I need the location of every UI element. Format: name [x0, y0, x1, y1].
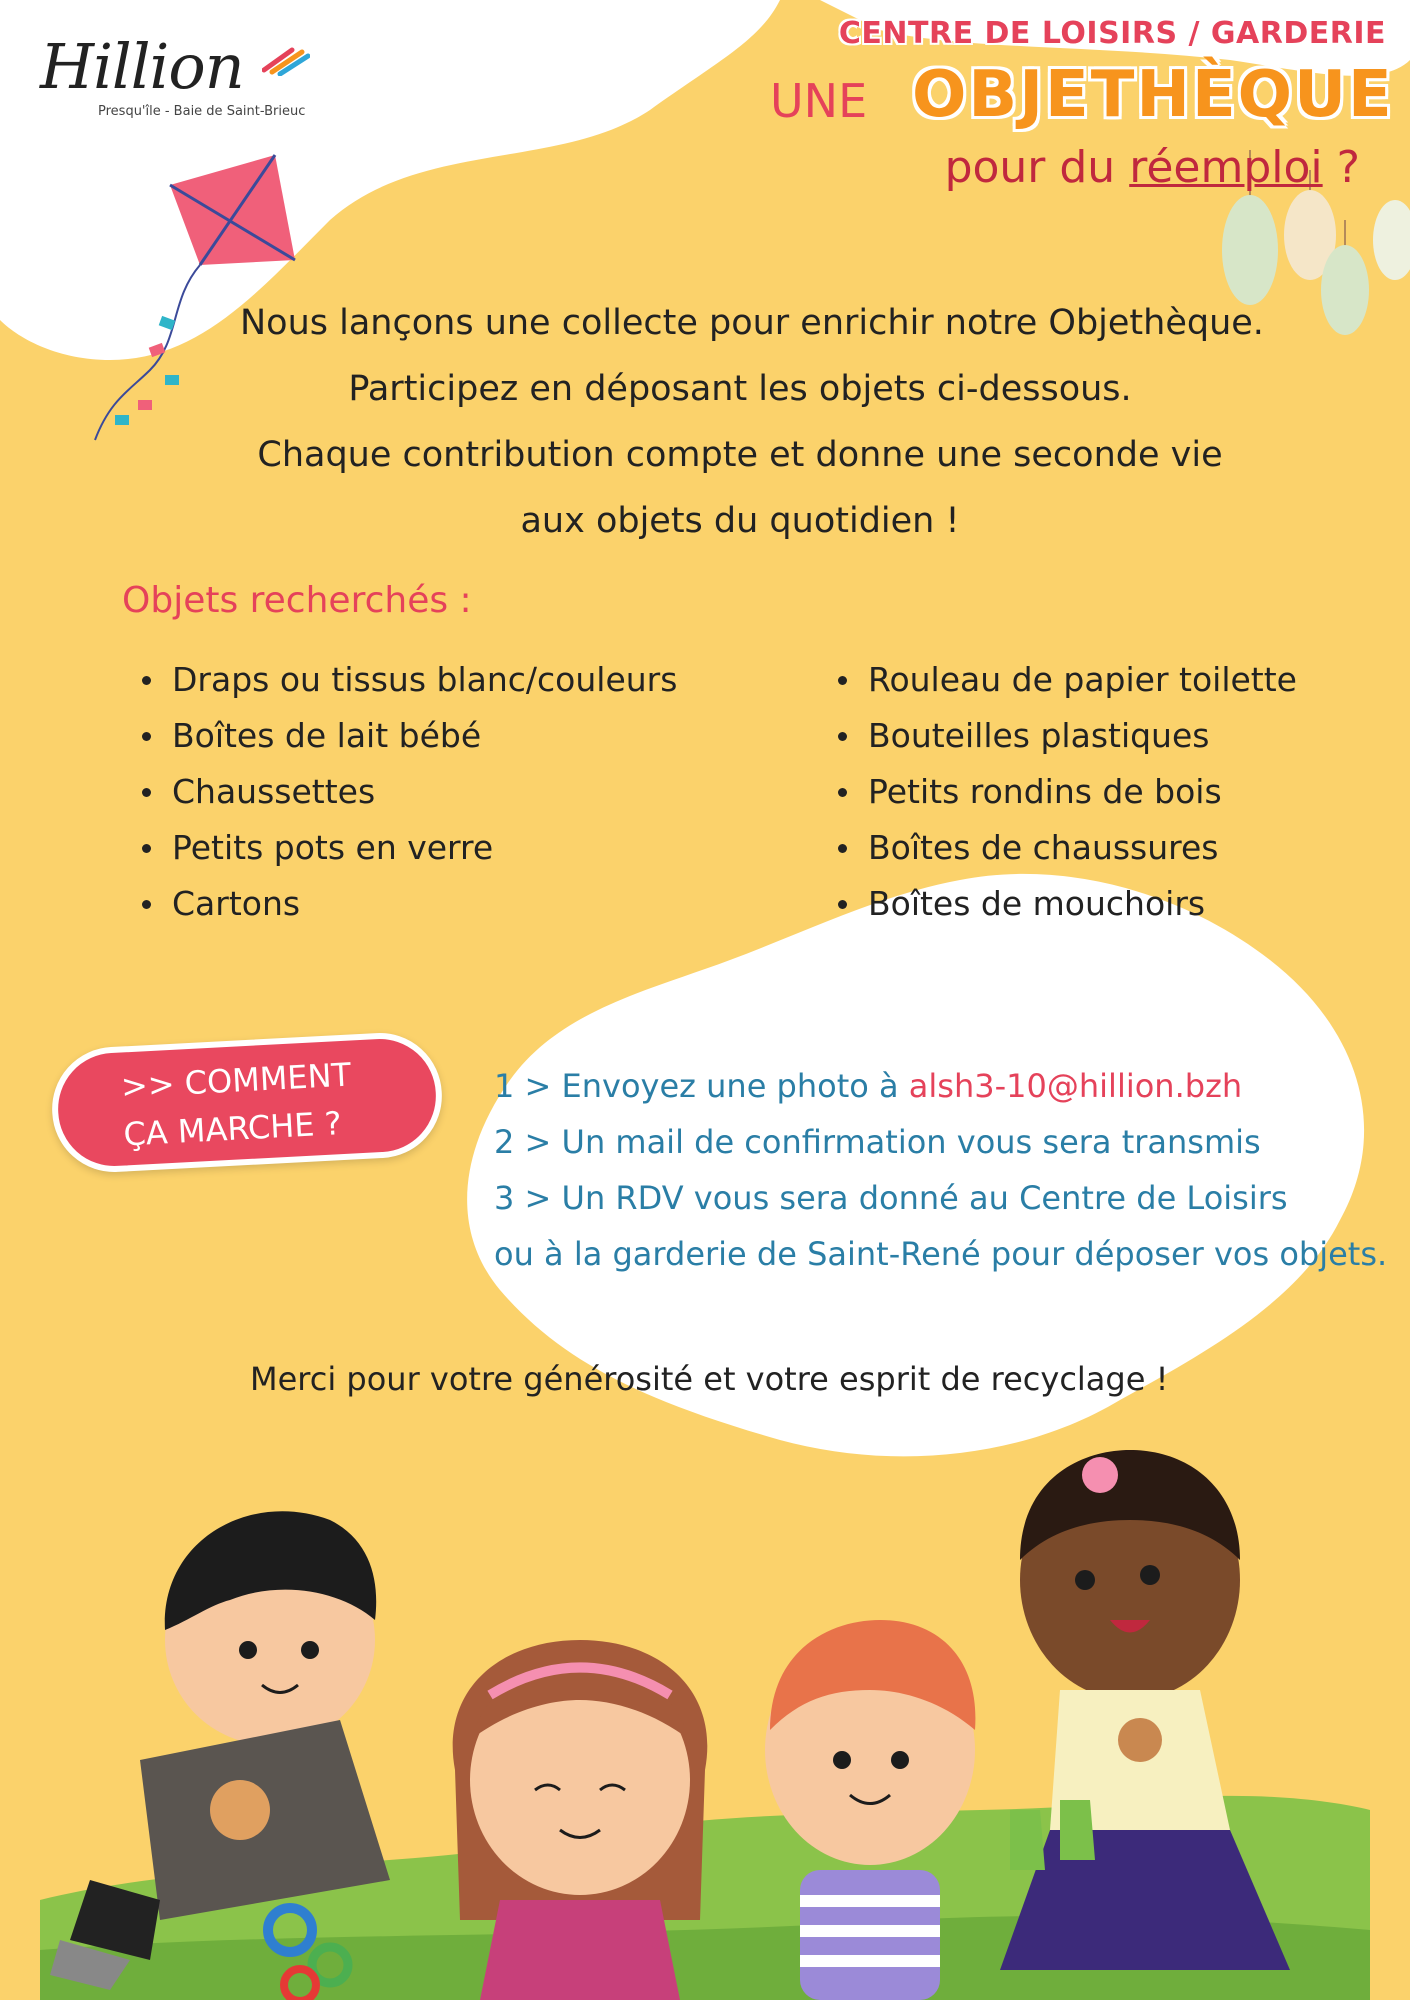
list-item-label: Petits pots en verre	[172, 828, 494, 867]
list-item	[134, 876, 677, 932]
list-item-label: Cartons	[172, 884, 301, 923]
list-item-label: Bouteilles plastiques	[868, 716, 1210, 755]
list-item	[830, 708, 1297, 764]
objects-list-left	[134, 652, 677, 932]
how-it-works-badge	[49, 1030, 445, 1175]
bullet-icon	[838, 676, 847, 685]
step-3-continued: ou à la garderie de Saint-René pour déposer vos objets.	[494, 1235, 1388, 1273]
list-item	[830, 652, 1297, 708]
list-item-label: Chaussettes	[172, 772, 376, 811]
bullet-icon	[142, 900, 151, 909]
header-title: OBJETHÈQUE	[912, 58, 1394, 132]
objects-title: Objets recherchés :	[122, 580, 472, 621]
steps-list	[494, 1058, 1387, 1282]
list-item	[134, 764, 677, 820]
child-girl-middle-illustration	[453, 1640, 708, 2000]
list-item	[830, 876, 1297, 932]
step-3: 3 > Un RDV vous sera donné au Centre de Loisirs	[494, 1179, 1288, 1217]
list-item-label: Draps ou tissus blanc/couleurs	[172, 660, 678, 699]
bullet-icon	[838, 844, 847, 853]
list-item-label: Boîtes de chaussures	[868, 828, 1219, 867]
bullet-icon	[142, 844, 151, 853]
header-subtitle	[945, 142, 1360, 193]
list-item	[830, 820, 1297, 876]
child-girl-right-illustration	[1000, 1450, 1290, 1970]
intro-text	[240, 290, 1264, 554]
logo-wordmark: Hillion	[40, 30, 244, 103]
bullet-icon	[142, 732, 151, 741]
subtitle-after: ?	[1336, 142, 1360, 193]
intro-line: Participez en déposant les objets ci-dessous.	[348, 369, 1132, 409]
objects-list-right	[830, 652, 1297, 932]
list-item-label: Petits rondins de bois	[868, 772, 1222, 811]
intro-line: aux objets du quotidien !	[520, 501, 960, 541]
list-item	[830, 764, 1297, 820]
header-kicker: CENTRE DE LOISIRS / GARDERIE	[838, 16, 1386, 51]
bullet-icon	[142, 788, 151, 797]
thanks-message: Merci pour votre générosité et votre esprit de recyclage !	[250, 1360, 1169, 1398]
subtitle-before: pour du	[944, 142, 1116, 193]
bullet-icon	[142, 676, 151, 685]
logo-tagline: Presqu'île - Baie de Saint-Brieuc	[98, 104, 306, 119]
how-it-works-line2: ÇA MARCHE ?	[122, 1104, 343, 1154]
list-item	[134, 820, 677, 876]
step-1-text: 1 > Envoyez une photo à	[494, 1067, 899, 1105]
bullet-icon	[838, 900, 847, 909]
logo-brush-icon	[262, 44, 310, 76]
intro-line: Nous lançons une collecte pour enrichir notre Objethèque.	[240, 303, 1264, 343]
bullet-icon	[838, 788, 847, 797]
bullet-icon	[838, 732, 847, 741]
list-item-label: Rouleau de papier toilette	[868, 660, 1297, 699]
how-it-works-line1: >> COMMENT	[119, 1055, 352, 1106]
subtitle-underlined: réemploi	[1129, 142, 1323, 193]
step-2: 2 > Un mail de confirmation vous sera transmis	[494, 1123, 1261, 1161]
list-item	[134, 652, 677, 708]
step-1	[494, 1058, 1387, 1114]
contact-email-link[interactable]: alsh3-10@hillion.bzh	[908, 1067, 1243, 1105]
header-title-prefix: UNE	[770, 74, 868, 128]
intro-line: Chaque contribution compte et donne une seconde vie	[257, 435, 1223, 475]
list-item-label: Boîtes de mouchoirs	[868, 884, 1206, 923]
list-item-label: Boîtes de lait bébé	[172, 716, 482, 755]
list-item	[134, 708, 677, 764]
